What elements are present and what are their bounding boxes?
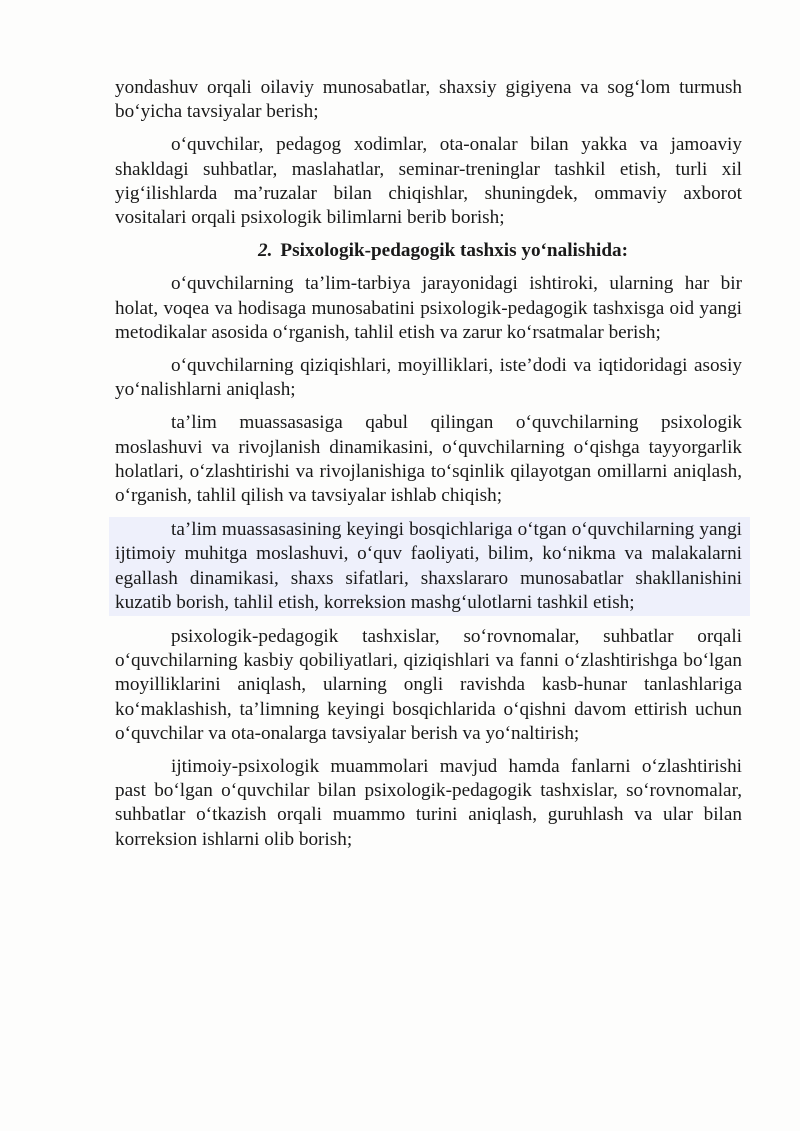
paragraph-continuation: yondashuv orqali oilaviy munosabatlar, shaxsiy gigiyena va sog‘lom turmush bo‘yicha tavsiyalar berish; (115, 77, 742, 123)
section-heading (115, 239, 742, 263)
document-body (115, 76, 742, 861)
paragraph-highlighted[interactable]: ta’lim muassasasining keyingi bosqichlariga o‘tgan o‘quvchilarning yangi ijtimoiy muhitga moslashuvi, o‘quv faoliyati, bilim, ko‘nikma va malakalarni egallash dinamikasi, shaxs sifatlari, shaxslararo munosabatlar shakllanishini kuzatib borish, tahlil etish, korreksion mashg‘ulotlarni tashkil etish; (109, 517, 750, 616)
section-title: Psixologik-pedagogik tashxis yo‘nalishida: (280, 240, 628, 262)
paragraph: o‘quvchilarning qiziqishlari, moyilliklari, iste’dodi va iqtidoridagi asosiy yo‘nalishlarni aniqlash; (115, 355, 742, 401)
paragraph: psixologik-pedagogik tashxislar, so‘rovnomalar, suhbatlar orqali o‘quvchilarning kasbiy qobiliyatlari, qiziqishlari va fanni o‘zlashtirishga bo‘lgan moyilliklarini aniqlash, ularning ongli ravishda kasb-hunar tanlashlariga ko‘maklashish, ta’limning keyingi bosqichlarida o‘qishni davom ettirish uchun o‘quvchilar va ota-onalarga tavsiyalar berish va yo‘naltirish; (115, 626, 742, 744)
paragraph: o‘quvchilar, pedagog xodimlar, ota-onalar bilan yakka va jamoaviy shakldagi suhbatlar, maslahatlar, seminar-treninglar tashkil etish, turli xil yig‘ilishlarda ma’ruzalar bilan chiqishlar, shuningdek, ommaviy axborot vositalari orqali psixologik bilimlarni berib borish; (115, 134, 742, 229)
paragraph: ta’lim muassasasiga qabul qilingan o‘quvchilarning psixologik moslashuvi va rivojlanish dinamikasini, o‘quvchilarning o‘qishga tayyorgarlik holatlari, o‘zlashtirishi va rivojlanishiga to‘sqinlik qilayotgan omillarni aniqlash, o‘rganish, tahlil qilish va tavsiyalar ishlab chiqish; (115, 412, 742, 507)
paragraph: o‘quvchilarning ta’lim-tarbiya jarayonidagi ishtiroki, ularning har bir holat, voqea va hodisaga munosabatini psixologik-pedagogik tashxisga oid yangi metodikalar asosida o‘rganish, tahlil etish va zarur ko‘rsatmalar berish; (115, 273, 742, 343)
paragraph: ijtimoiy-psixologik muammolari mavjud hamda fanlarni o‘zlashtirishi past bo‘lgan o‘quvchilar bilan psixologik-pedagogik tashxislar, so‘rovnomalar, suhbatlar o‘tkazish orqali muammo turini aniqlash, guruhlash va ular bilan korreksion ishlarni olib borish; (115, 756, 742, 850)
section-number: 2. (258, 240, 273, 262)
